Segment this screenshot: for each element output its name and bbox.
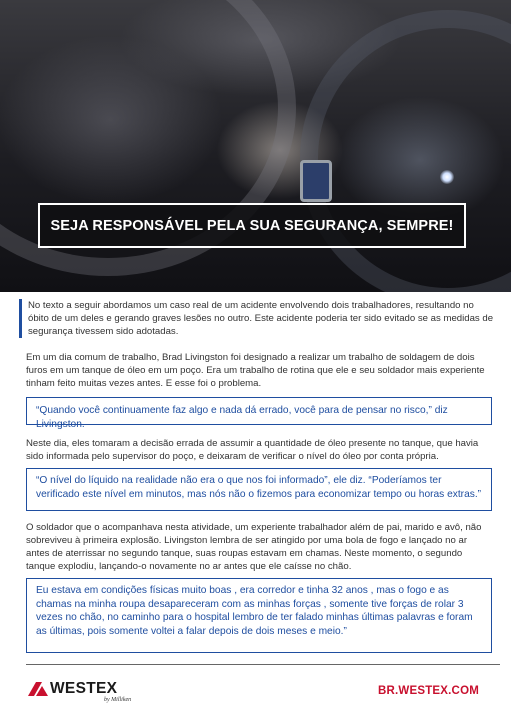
article-paragraph-1: Em um dia comum de trabalho, Brad Livingston foi designado a realizar um trabalho de soldagem de dois furos em um tanque de óleo em um poço. Era um trabalho de rotina que ele e seu soldador mais experiente tinham feito muitas vezes antes. E esse foi o problema. — [26, 352, 485, 389]
westex-logo-icon — [28, 682, 52, 696]
article-quote-1: “Quando você continuamente faz algo e nada dá errado, você para de pensar no risco,” diz Livingston. — [26, 397, 492, 425]
westex-logo — [28, 680, 168, 708]
hero-image — [0, 0, 511, 292]
hero-headline: SEJA RESPONSÁVEL PELA SUA SEGURANÇA, SEMPRE! — [50, 217, 454, 234]
welding-spark-shape — [440, 170, 454, 184]
article-quote-3: Eu estava em condições físicas muito boas , era corredor e tinha 32 anos , mas o fogo e as chamas na minha roupa desapareceram com as minhas forças , somente tive forças de rolar 3 vezes no chão, no caminho para o hospital lembro de ter falado minhas últimas palavras e foram as últimas, pois somente voltei a falar depois de dois meses e meio.” — [26, 578, 492, 653]
footer-divider — [26, 664, 500, 665]
article-paragraph-2: Neste dia, eles tomaram a decisão errada de assumir a quantidade de óleo presente no tanque, que havia sido informada pelo supervisor do poço, e deixaram de verificar o nível do óleo por conta própria. — [26, 438, 479, 462]
brand-name: WESTEX — [50, 680, 118, 697]
article-intro: No texto a seguir abordamos um caso real de um acidente envolvendo dois trabalhadores, resultando no óbito de um deles e gerando graves lesões no outro. Este acidente poderia ter sido evitado se as medidas de segurança tivessem sido adotadas. — [19, 299, 495, 338]
brand-byline: by Milliken — [104, 697, 132, 703]
hero-headline-box — [38, 203, 466, 248]
hero-pipe-shape — [300, 10, 511, 292]
website-link[interactable]: BR.WESTEX.COM — [378, 685, 479, 697]
article-quote-2: “O nível do líquido na realidade não era o que nos foi informado”, ele diz. “Poderíamos ter verificado este nível em minutos, mas nós não o fizemos para economizar tempo ou horas extras.” — [26, 468, 492, 511]
welding-visor-shape — [300, 160, 332, 202]
article-paragraph-3: O soldador que o acompanhava nesta atividade, um experiente trabalhador além de pai, marido e avô, não sobreviveu à primeira explosão. Livingston lembra de ser atingido por uma bola de fogo e lançado no ar antes de aterrissar no segundo tanque, suas roupas estavam em chamas. Neste momento, o segundo tanque explodiu, lançando-o novamente no ar antes que ele caísse no chão. — [26, 522, 482, 572]
